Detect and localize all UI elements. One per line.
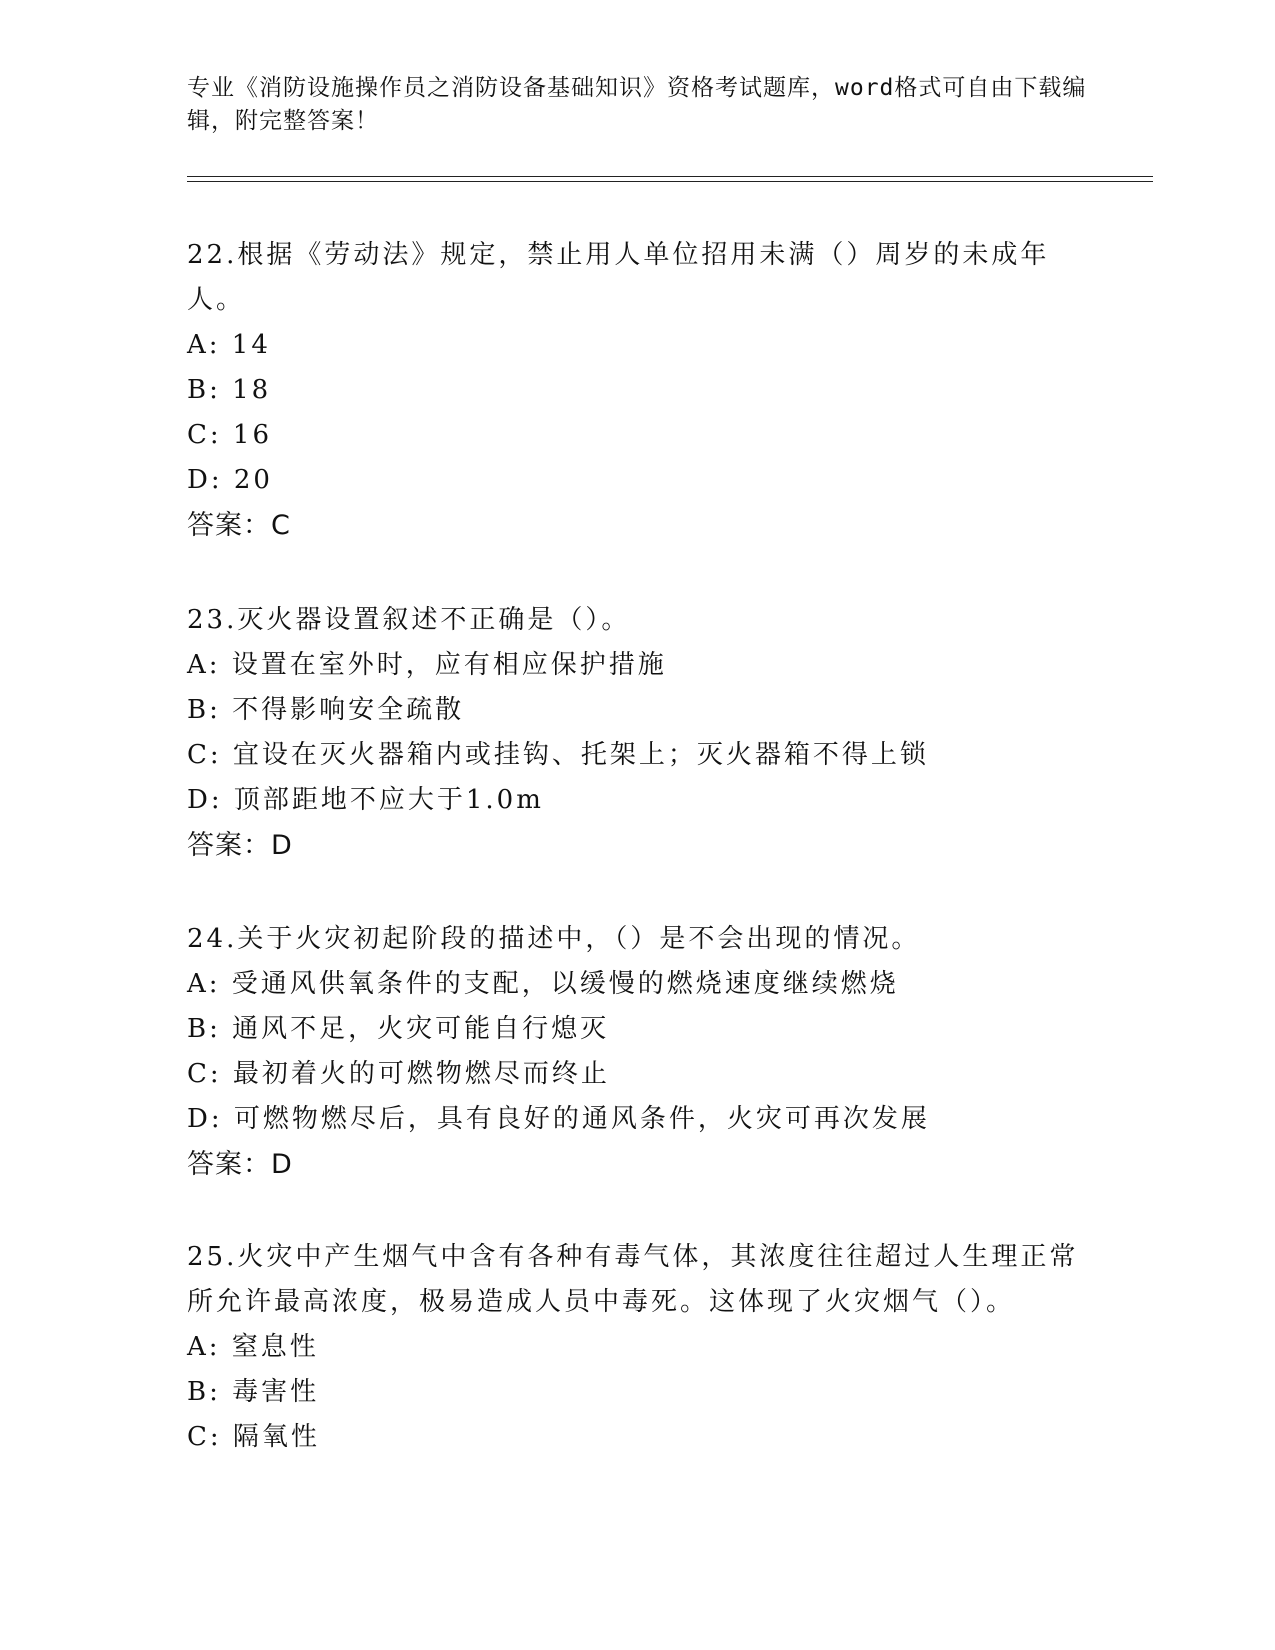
- header-rule-bottom: [187, 181, 1153, 182]
- question-stem: 22.根据《劳动法》规定，禁止用人单位招用未满（）周岁的未成年人。: [187, 240, 1050, 315]
- answer: 答案：D: [187, 1149, 293, 1180]
- option-a: A: 受通风供氧条件的支配，以缓慢的燃烧速度继续燃烧: [187, 969, 899, 999]
- option-b: B: 18: [187, 375, 272, 405]
- question-24: [187, 917, 1087, 1187]
- option-c: C: 隔氧性: [187, 1422, 320, 1452]
- option-a: A: 设置在室外时，应有相应保护措施: [187, 650, 667, 680]
- question-stem: 23.灭火器设置叙述不正确是（）。: [187, 605, 631, 635]
- question-23: [187, 598, 1087, 868]
- question-stem: 25.火灾中产生烟气中含有各种有毒气体，其浓度往往超过人生理正常所允许最高浓度，极易造成人员中毒死。这体现了火灾烟气（）。: [187, 1242, 1079, 1317]
- document-header: 专业《消防设施操作员之消防设备基础知识》资格考试题库，word格式可自由下载编辑，附完整答案！: [187, 75, 1087, 134]
- answer: 答案：C: [187, 510, 291, 541]
- question-22: [187, 233, 1087, 548]
- option-a: A: 14: [187, 330, 271, 360]
- option-c: C: 宜设在灭火器箱内或挂钩、托架上；灭火器箱不得上锁: [187, 740, 929, 770]
- option-a: A: 窒息性: [187, 1332, 319, 1362]
- option-c: C: 16: [187, 420, 273, 450]
- question-stem: 24.关于火灾初起阶段的描述中，（）是不会出现的情况。: [187, 924, 921, 954]
- option-b: B: 通风不足，火灾可能自行熄灭: [187, 1014, 610, 1044]
- option-d: D: 可燃物燃尽后，具有良好的通风条件，火灾可再次发展: [187, 1104, 930, 1134]
- option-c: C: 最初着火的可燃物燃尽而终止: [187, 1059, 610, 1089]
- option-d: D: 20: [187, 465, 273, 495]
- option-d: D: 顶部距地不应大于1.0m: [187, 785, 544, 815]
- question-25: [187, 1235, 1087, 1460]
- option-b: B: 不得影响安全疏散: [187, 695, 465, 725]
- answer: 答案：D: [187, 830, 293, 861]
- option-b: B: 毒害性: [187, 1377, 320, 1407]
- header-rule-top: [187, 176, 1153, 177]
